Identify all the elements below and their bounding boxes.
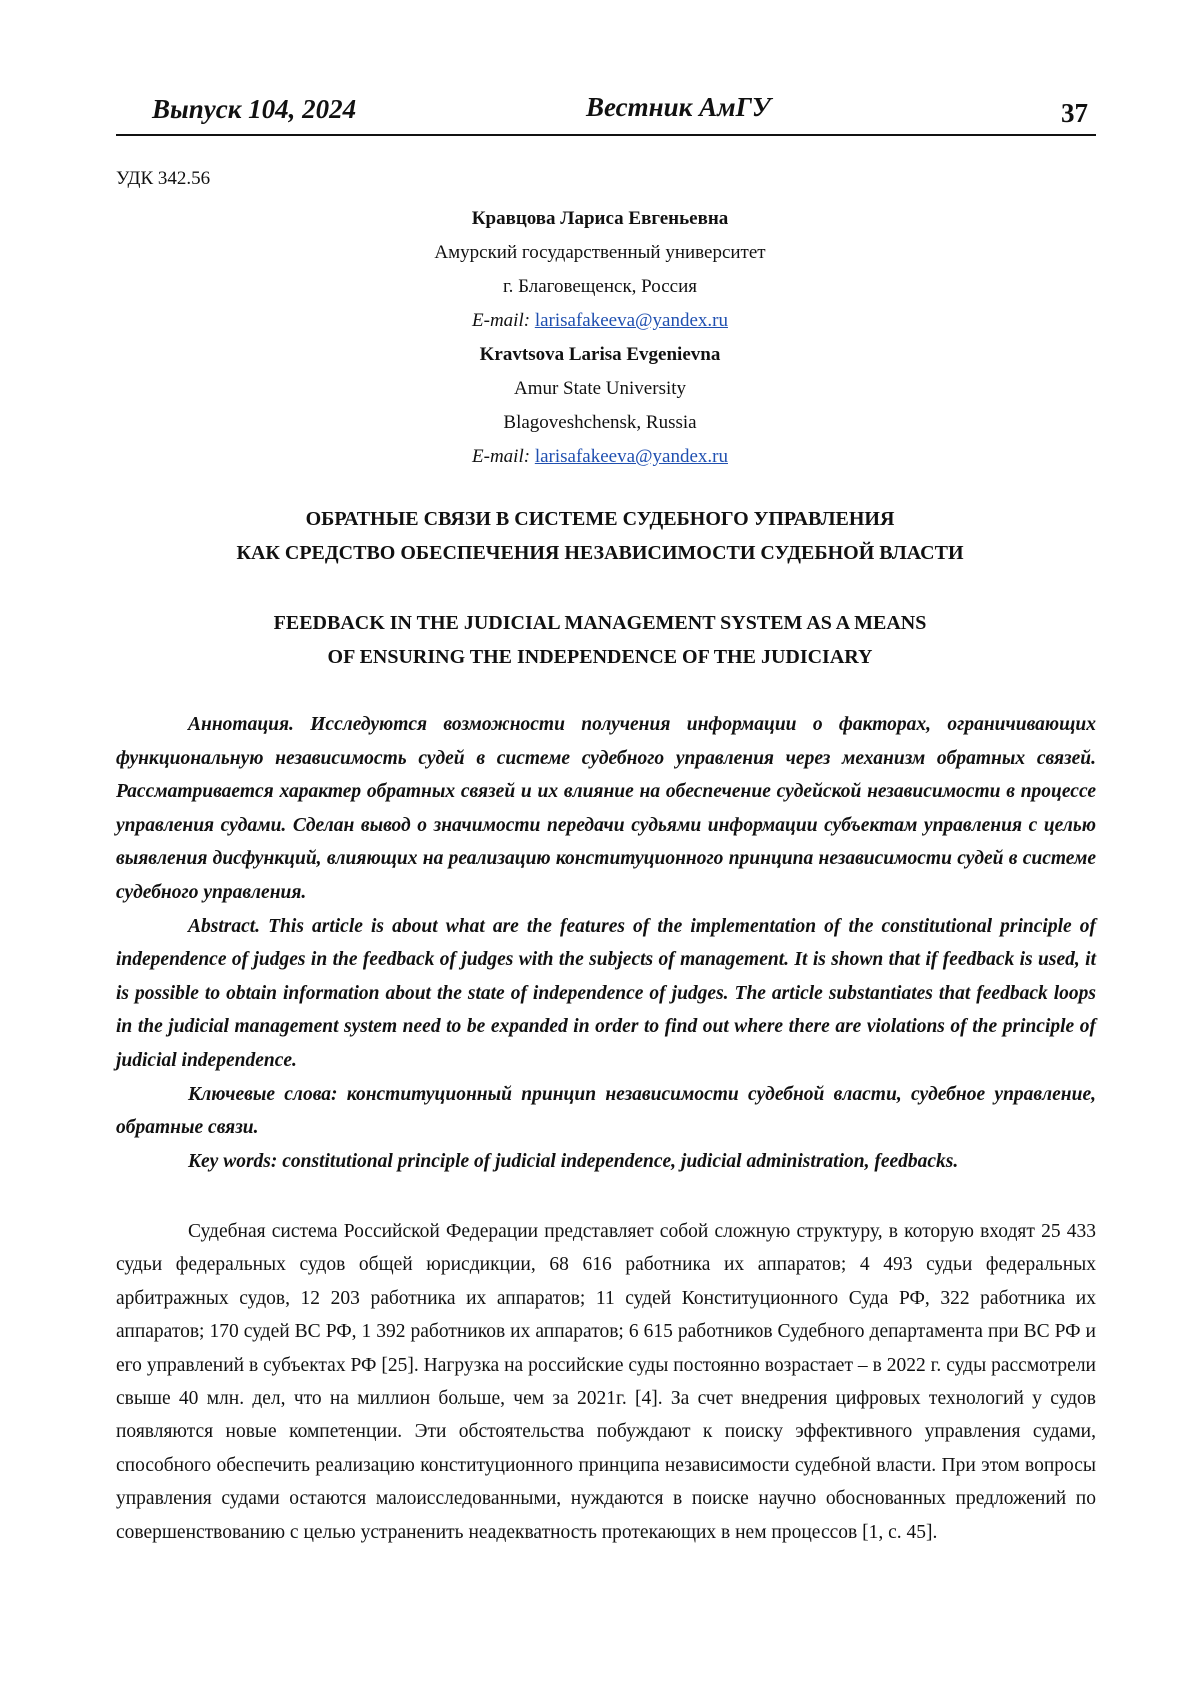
- title-ru-line2: КАК СРЕДСТВО ОБЕСПЕЧЕНИЯ НЕЗАВИСИМОСТИ СУДЕБНОЙ ВЛАСТИ: [0, 536, 1200, 570]
- email-line-en: [0, 440, 1200, 474]
- udc-code: УДК 342.56: [116, 168, 210, 190]
- journal-title: Вестник АмГУ: [586, 92, 771, 123]
- body-text: [116, 1215, 1096, 1549]
- affiliation-ru: Амурский государственный университет: [0, 236, 1200, 270]
- email-label-en: E-mail:: [472, 446, 530, 467]
- keywords-ru: Ключевые слова: конституционный принцип независимости судебной власти, судебное управление, обратные связи.: [116, 1078, 1096, 1145]
- annotation-ru: Аннотация. Исследуются возможности получения информации о факторах, ограничивающих функциональную независимость судей в системе судебного управления через механизм обратных связей. Рассматривается характер обратных связей и их влияние на обеспечение судейской независимости в процессе управления судами. Сделан вывод о значимости передачи судьями информации субъектам управления с целью выявления дисфункций, влияющих на реализацию конституционного принципа независимости судей в системе судебного управления.: [116, 708, 1096, 910]
- email-line-ru: [0, 304, 1200, 338]
- author-name-ru: Кравцова Лариса Евгеньевна: [0, 202, 1200, 236]
- issue-label: Выпуск 104, 2024: [152, 94, 356, 125]
- abstract-section: [116, 708, 1096, 1178]
- body-paragraph-1: Судебная система Российской Федерации представляет собой сложную структуру, в которую входят 25 433 судьи федеральных судов общей юрисдикции, 68 616 работника их аппаратов; 4 493 судьи федеральных арбитражных судов, 12 203 работника их аппаратов; 11 судей Конституционного Суда РФ, 322 работника их аппаратов; 170 судей ВС РФ, 1 392 работников их аппаратов; 6 615 работников Судебного департамента при ВС РФ и его управлений в субъектах РФ [25]. Нагрузка на российские суды постоянно возрастает – в 2022 г. суды рассмотрели свыше 40 млн. дел, что на миллион больше, чем за 2021г. [4]. За счет внедрения цифровых технологий у судов появляются новые компетенции. Эти обстоятельства побуждают к поиску эффективного управления судами, способного обеспечить реализацию конституционного принципа независимости судебной власти. При этом вопросы управления судами остаются малоисследованными, нуждаются в поиске научно обоснованных предложений по совершенствованию с целью устраненить неадекватность протекающих в нем процессов [1, с. 45].: [116, 1215, 1096, 1549]
- article-title-ru: [0, 502, 1200, 570]
- author-name-en: Kravtsova Larisa Evgenievna: [0, 338, 1200, 372]
- affiliation-en: Amur State University: [0, 372, 1200, 406]
- author-block: [0, 202, 1200, 474]
- city-en: Blagoveshchensk, Russia: [0, 406, 1200, 440]
- abstract-en: Abstract. This article is about what are the features of the implementation of the constitutional principle of independence of judges in the feedback of judges with the subjects of management. It is shown that if feedback is used, it is possible to obtain information about the state of independence of judges. The article substantiates that feedback loops in the judicial management system need to be expanded in order to find out where there are violations of the principle of judicial independence.: [116, 910, 1096, 1078]
- running-header: [116, 84, 1096, 136]
- title-ru-line1: ОБРАТНЫЕ СВЯЗИ В СИСТЕМЕ СУДЕБНОГО УПРАВЛЕНИЯ: [0, 502, 1200, 536]
- keywords-en: Key words: constitutional principle of judicial independence, judicial administration, feedbacks.: [116, 1145, 1096, 1179]
- article-title-en: [0, 606, 1200, 674]
- email-link-ru[interactable]: larisafakeeva@yandex.ru: [535, 310, 728, 331]
- page-number: 37: [1061, 98, 1088, 129]
- title-en-line1: FEEDBACK IN THE JUDICIAL MANAGEMENT SYSTEM AS A MEANS: [0, 606, 1200, 640]
- title-en-line2: OF ENSURING THE INDEPENDENCE OF THE JUDICIARY: [0, 640, 1200, 674]
- email-label-ru: E-mail:: [472, 310, 530, 331]
- article-page: [0, 0, 1200, 1697]
- email-link-en[interactable]: larisafakeeva@yandex.ru: [535, 446, 728, 467]
- city-ru: г. Благовещенск, Россия: [0, 270, 1200, 304]
